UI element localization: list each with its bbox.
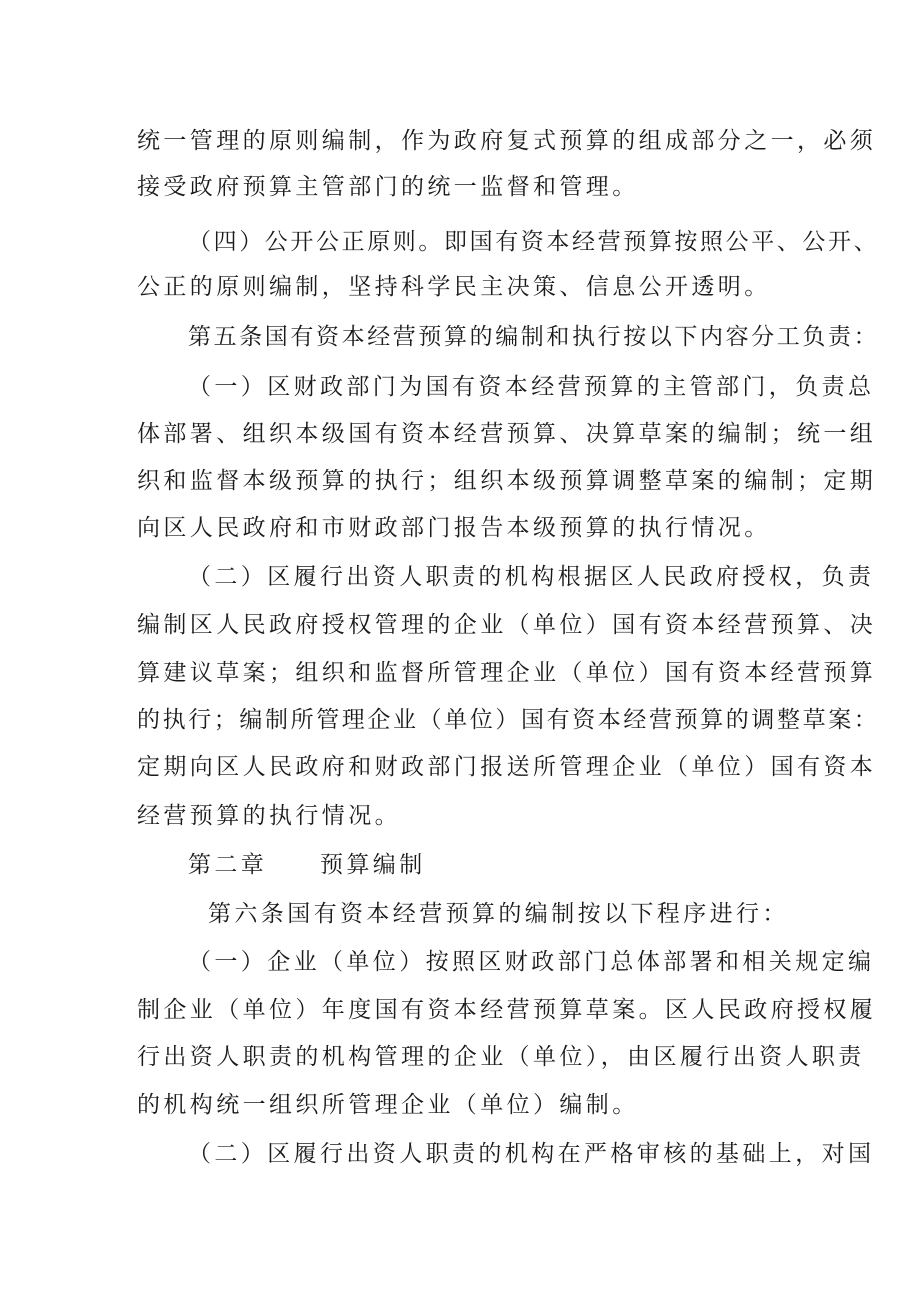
text-line: 织和监督本级预算的执行；组织本级预算调整草案的编制；定期: [137, 468, 877, 494]
text-line: （二）区履行出资人职责的机构根据区人民政府授权，负责: [188, 564, 875, 590]
text-line: 公正的原则编制，坚持科学民主决策、信息公开透明。: [137, 274, 771, 300]
text-line: 行出资人职责的机构管理的企业（单位），由区履行出资人职责: [137, 1044, 865, 1070]
text-line: 接受政府预算主管部门的统一监督和管理。: [137, 174, 639, 200]
text-line: （四）公开公正原则。即国有资本经营预算按照公平、公开、: [188, 229, 880, 255]
text-line: 制企业（单位）年度国有资本经营预算草案。区人民政府授权履: [137, 997, 877, 1023]
text-line: 体部署、组织本级国有资本经营预算、决算草案的编制；统一组: [137, 421, 877, 447]
text-line: 的机构统一组织所管理企业（单位）编制。: [137, 1092, 639, 1118]
text-line: 第六条国有资本经营预算的编制按以下程序进行：: [208, 901, 789, 927]
text-line: 编制区人民政府授权管理的企业（单位）国有资本经营预算、决: [137, 612, 877, 638]
text-line: （一）区财政部门为国有资本经营预算的主管部门，负责总: [188, 374, 875, 400]
text-line: （二）区履行出资人职责的机构在严格审核的基础上，对国: [188, 1141, 875, 1167]
text-line: 经营预算的执行情况。: [137, 803, 401, 829]
text-line: （一）企业（单位）按照区财政部门总体部署和相关规定编: [188, 949, 875, 975]
text-line: 的执行；编制所管理企业（单位）国有资本经营预算的调整草案：: [137, 707, 880, 733]
text-line: 统一管理的原则编制，作为政府复式预算的组成部分之一，必须: [137, 128, 877, 154]
text-line: 算建议草案；组织和监督所管理企业（单位）国有资本经营预算: [137, 660, 877, 686]
text-line: 第五条国有资本经营预算的编制和执行按以下内容分工负责：: [188, 324, 880, 350]
chapter-heading: 第二章 预算编制: [188, 852, 426, 878]
text-line: 定期向区人民政府和财政部门报送所管理企业（单位）国有资本: [137, 754, 877, 780]
text-line: 向区人民政府和市财政部门报告本级预算的执行情况。: [137, 515, 771, 541]
